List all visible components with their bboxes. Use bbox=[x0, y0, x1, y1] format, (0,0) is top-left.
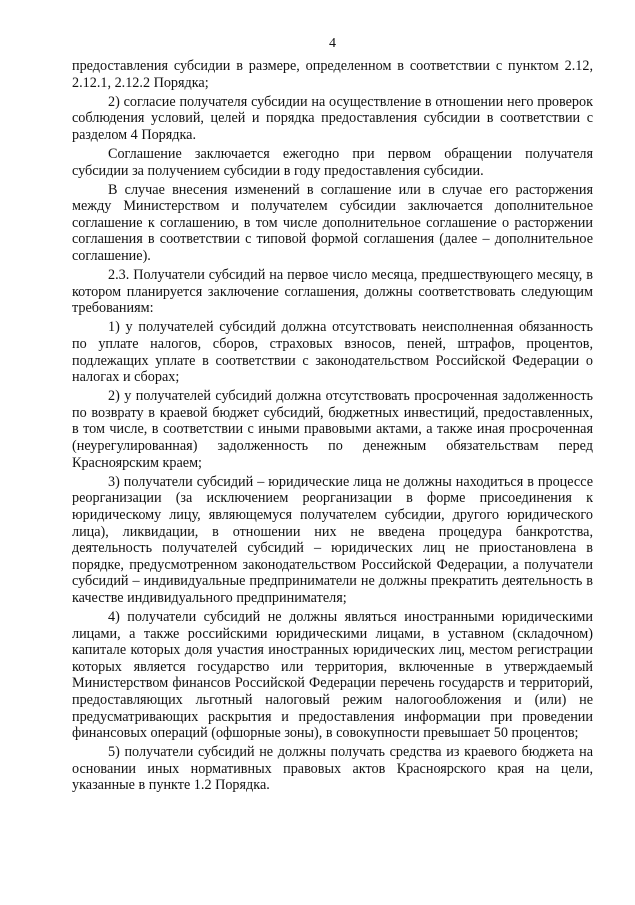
page-number: 4 bbox=[329, 36, 336, 51]
document-body bbox=[72, 58, 593, 794]
paragraph-requirement-3: 3) получатели субсидий – юридические лица не должны находиться в процессе реорганизации (за исключением реорганизации в форме присоединения к юридическому лицу, являющемуся получателем субсидии, другого юридического лица), ликвидации, в отношении них не введена процедура банкротства, деятельность получателей субсидий – юридических лиц не приостановлена в порядке, предусмотренном законодательством Российской Федерации, а получатели субсидий – индивидуальные предприниматели не должны прекратить деятельность в качестве индивидуального предпринимателя; bbox=[72, 473, 593, 606]
paragraph-continuation: предоставления субсидии в размере, определенном в соответствии с пунктом 2.12, 2.12.1, 2.12.2 Порядка; bbox=[72, 58, 593, 91]
paragraph-section-2-3: 2.3. Получатели субсидий на первое число месяца, предшествующего месяцу, в котором планируется заключение соглашения, должны соответствовать следующим требованиям: bbox=[72, 267, 593, 317]
paragraph-requirement-4: 4) получатели субсидий не должны являться иностранными юридическими лицами, а также российскими юридическими лицами, в уставном (складочном) капитале которых доля участия иностранных юридических лиц, местом регистрации которых является государство или территория, включенные в утверждаемый Министерством финансов Российской Федерации перечень государств и территорий, предоставляющих льготный налоговый режим налогообложения и (или) не предусматривающих раскрытия и предоставления информации при проведении финансовых операций (офшорные зоны), в совокупности превышает 50 процентов; bbox=[72, 609, 593, 742]
paragraph-agreement-changes: В случае внесения изменений в соглашение или в случае его расторжения между Министерством и получателем субсидии заключается дополнительное соглашение к соглашению, в том числе дополнительное соглашение о расторжении соглашения в соответствии с типовой формой соглашения (далее – дополнительное соглашение). bbox=[72, 181, 593, 265]
paragraph-requirement-2: 2) у получателей субсидий должна отсутствовать просроченная задолженность по возврату в краевой бюджет субсидий, бюджетных инвестиций, предоставленных, в том числе, в соответствии с иными правовыми актами, а также иная просроченная (неурегулированная) задолженность по денежным обязательствам перед Красноярским краем; bbox=[72, 388, 593, 471]
paragraph-requirement-5: 5) получатели субсидий не должны получать средства из краевого бюджета на основании иных нормативных правовых актов Красноярского края на цели, указанные в пункте 1.2 Порядка. bbox=[72, 744, 593, 794]
paragraph-requirement-1: 1) у получателей субсидий должна отсутствовать неисполненная обязанность по уплате налогов, сборов, страховых взносов, пеней, штрафов, процентов, подлежащих уплате в соответствии с законодательством Российской Федерации о налогах и сборах; bbox=[72, 319, 593, 386]
paragraph-item-2-consent: 2) согласие получателя субсидии на осуществление в отношении него проверок соблюдения условий, целей и порядка предоставления субсидии в соответствии с разделом 4 Порядка. bbox=[72, 93, 593, 143]
paragraph-agreement-annual: Соглашение заключается ежегодно при первом обращении получателя субсидии за получением субсидии в году предоставления субсидии. bbox=[72, 145, 593, 179]
